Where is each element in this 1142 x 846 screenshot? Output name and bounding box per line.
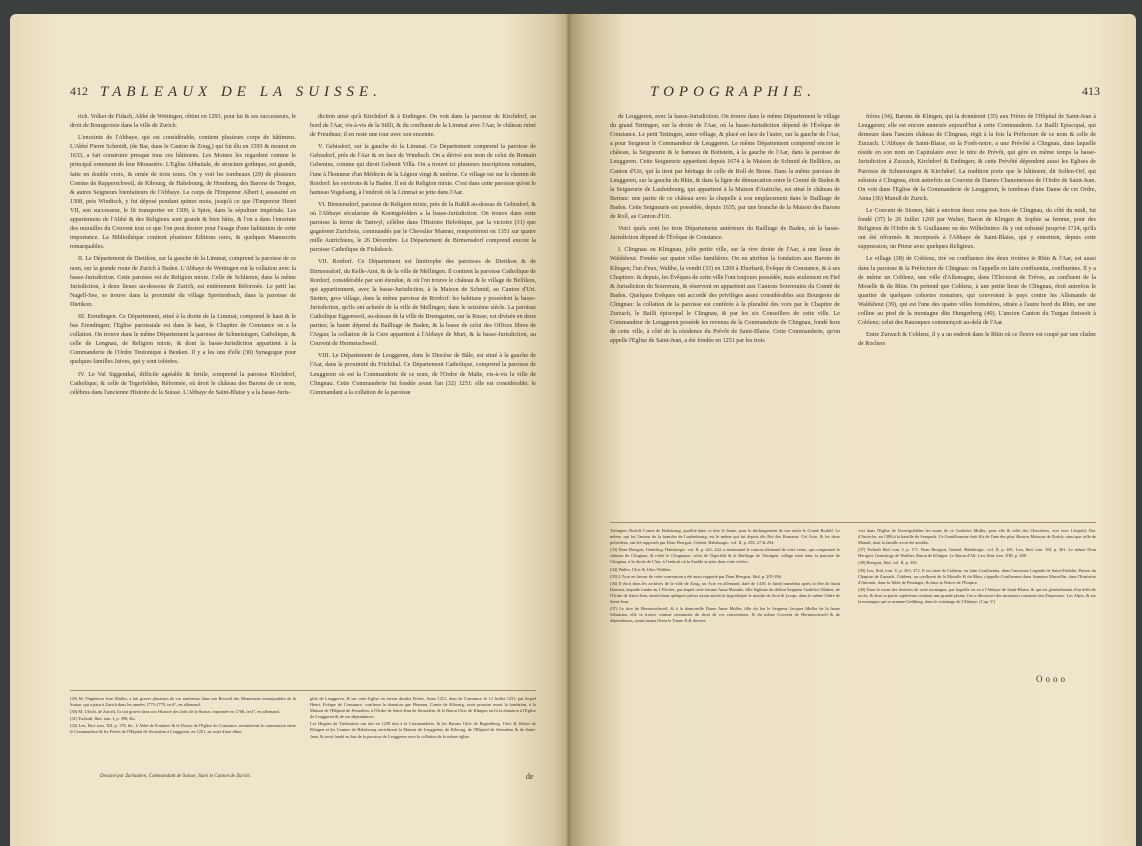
- paragraph: V. Gebisdorf, sur la gauche de la Limmat. Ce Département comprend la paroisse de Gebisdorf, près de l'Aar & en face de Windisch. On a dérivé son nom de celui du Romain Gebenius, comme qui diroit Gebenii Villa. On a trouvé ici plusieurs inscriptions romaines, l'une à l'honneur d'un Médecin de la Légion vingt & unième. Ce village est sur le chemin de Rordorf: les environs & la Baden. Il est de Religion mixte. C'est dans cette paroisse qu'est le hameau Vogelsang, à l'endroit où la Limmat se jette dans l'Aar.: [310, 144, 536, 196]
- paragraph: VI. Birmensdorf, paroisse de Religion mixte, près de la Rußiß au-dessus de Gebisdorf, & où l'Abbaye séculariste de Koenigsfelden a la basse-Jurisdiction. On trouve dans cette paroisse la ferme de Tattwyl, célèbre dans l'Histoire Helvétique, par la victoire (31) que gagnèrent Zurichois, commandés par le Chevalier Manner, remportèrent en 1351 sur quatre mille Autrichiens, le 26 Décembre. Le Département de Birmensdorf comprend encore la paroisse Catholique de Fislisbach.: [310, 201, 536, 254]
- footnote: (32) Leu, Ibid. tom. XII, p. 178, &c. L'Abbé de Fonderic & le Doyen de l'Eglise de Constance, terminèrent la contestation entre le Commandeur & les Frères de l'Hôpital de Jérusalem à Leuggeren, en 1251, au sujet d'une dîme.: [70, 723, 296, 735]
- paragraph: diction ainsi qu'à Kirchdorf & à Endingen. On voit dans la paroisse de Kirchdorf, au bord de l'Aar, vis-à-vis de la Stilli, & du confluent de la Limmat avec l'Aar, le château ruiné de Freudnau; il en reste une tour avec son enceinte.: [310, 114, 536, 139]
- right-page-number: 413: [1082, 84, 1100, 98]
- paragraph: rich. Volker de Fidach, Abbé de Wettingen, obtint en 1293, pour lui & ses successeurs, le droit de Bourgeoisie dans la ville de Zurich.: [70, 114, 296, 130]
- left-running-header: TABLEAUX DE LA SUISSE.: [100, 84, 382, 100]
- footnote: (37) Le titre de Hermetschweil, & à la demoiselle Dame Anne Muller, fille du feu le Seigneur Jacques Muller de la haute Sebastian, elle se trouve comme renommée du droit de ces conventions, & du même Couvent de Hermetschweil & de dépendances, ayant tenant Otton le Tonne II & dernier.: [610, 606, 840, 624]
- left-footnotes-2: [310, 696, 536, 766]
- paragraph: de Leuggeren, avec la basse-Jurisdiction. On trouve dans le même Département le village du grand Tettingen, sur la droite de l'Aar, où la basse-Jurisdiction dépend de l'Évêque de Constance. Le petit Tettingen, autre village, & placé en face de l'autre, sur la gauche de l'Aar, a pour Seigneur le Commandeur de Leuggeren. Le même Département comprend encore le château, la Seigneurie & le hameau de Bottstein, à la gauche de l'Aar, dans la paroisse de Leuggeren. Cette Seigneurie appartient depuis 1674 à la Maison de Schmid de Bellikon, au Canton d'Uri, qui la tient par héritage de celle de Roll de Berne. Dans la même paroisse de Leuggeren, sur la gauche du Rhin, & dans la ligne de démarcation entre le Comté de Baden & la Seigneurie de Laufenbourg, qui appartient à la Maison d'Autriche, est situé le château de Bernau: une partie de ce château avec la chapelle à son emplacement dans le Bailliage de Baden. Cette Seigneurie est possédée, depuis 1635, par une branche de la Maison des Barons de Roll, au Canton d'Uri.: [610, 114, 840, 221]
- footnote: (39) Leu, Ibid. tom. V, p. 363, 372. Il est situé de Coblenz, en latin Confluentia, dans l'ancienne Légende de Saint-Fridolin, Patron du Chapitre de Zurzach. Coblenz, au confluent de la Moselle & du Rhin, s'appelle Confluentes dans Ammien Marcellin, dans l'Itinéraire d'Antonin, dans la Table de Peutinger, & dans la Notice de l'Empire.: [858, 567, 1096, 585]
- paragraph: frères (34), Barons de Klingen, qui la donnèrent (35) aux Frères de l'Hôpital de Saint-Jean à Leuggeren; elle est encore annexée aujourd'hui à cette Commanderie. Le Bailli Episcopal, qui demeure dans l'ancien château de Clingnau, régit à la fois la Préfecture de ce nom & celle de Zurzach. L'Abbaye de Saint-Blaise, en la Forêt-noire, a une Prévôté à Clingnau, dans laquelle réside en son nom un Capitulaire avec le titre de Prévôt, qui gère en même temps la basse-Jurisdiction à Zurzach, Kirchdorf & Endingen; & cette Prévôté dépendent aussi les Eglises de Paroisse de Schneisingen & Kirchdorf. La tradition porte que le bâtiment, dit Sollen-Orf, qui subsiste à Clingnau, étoit autrefois un Couvent de Dames Chanoinesses de l'Ordre de Saint-Jean. On voit dans l'Eglise de la Commanderie de Leuggeren, le tombeau d'une Dame de cet Ordre, Anna (36) Manuß de Zurich.: [858, 114, 1096, 202]
- right-column-2: [858, 113, 1096, 515]
- paragraph: VIII. Le Département de Leuggeren, dans le Diocèse de Bâle, est situé à la gauche de l'Aar, dans la proximité du Frickthal. Ce Département Catholique, comprend la paroisse de Leuggeren où est la Commanderie de ce nom, de l'Ordre de Malte, vis-à-vis la ville de Clingnau. Cette Commanderie fut fondée avant l'an (32) 1251: elle est considérable; le Commandant a la collation de la paroisse: [310, 353, 536, 396]
- footnote: (31) Tschudi, Ibid. tom. I, p. 398, &c.: [70, 716, 136, 722]
- footnote: (34) Walter, Ulric & Ulric-Walther.: [610, 566, 672, 572]
- footnote-divider: [610, 522, 1096, 523]
- paragraph: VII. Rordorf. Ce Département est limitrophe des paroisses de Dietikon & de Birmensdorf, du Kelle-Amt, & de la ville de Mellingen. Il contient la paroisse Catholique de Rordorf, considérable par son étendue, & où l'on trouve le château & le village de Bellikon, qui appartiennent, avec la basse-Jurisdiction, à la Maison de Schmid, au Canton d'Uri. Stetten, gros village, dans la même paroisse de Rordorf: les habitans y possèdent la basse-Jurisdiction, qu'ils ont achetée de la ville de Mellingen, dans le seizième siècle. La paroisse Catholique Eggenweil, au-dessus de la ville de Bremgarten, sur la Russe, est divisée en deux parties; la haute dépend du Bailliage de Baden, & la basse de celui des Offices libres de l'Argau; la collation de la Cure appartient à l'Abbaye de Muri, & la basse-Jurisdiction, au Couvent de Hermetschweil.: [310, 259, 536, 348]
- footnote: (29) M. l'Ingénieur Jean Muller, a fait graver plusieurs de ces tombeaux dans son Recueil des Monumens remarquables de la Suisse, qui a paru à Zurich dans les années 1773-1779, in-4°, en allemand.: [70, 696, 296, 708]
- footnote: (40) Dans le mont des héritiers de cette montagne, par laquelle on va à l'Abbaye de Saint-Blaise, & qui est généralement d'un difficile accès, & dont sa partie supérieure contient une grande plaine, l'on a découvert des monnoies romaines des Empereurs. Les Alpes, & sur la montagne qui se nomme Geißberg, dans le voisinage de l'Abbaye. (Cap. V.): [858, 586, 1096, 605]
- footnote: (36) Il étoit dans les archives de la ville de Zoug, un Acte en allemand, daté de 1410, le lundi immédiat après la fête de Saint Damien, laquelle tombe au 1 Février, par lequel cette femme Anna Manuße, fille légitime du défunt Seigneur Godefroi Mulner, de l'Ordre de Saint-Jean, entreficient quelques pièces ayant autrefois hypothéqué le moulin de Sion & Loups, dans le même Ordre de Saint-Jean.: [610, 580, 840, 605]
- footnote: (38) Herrgott, Ibid. vol. II, p. 356.: [858, 560, 918, 566]
- paragraph: I. Clingnau ou Klingnau, jolie petite ville, sur la rive droite de l'Aar, à une lieue de Waldshout. Fondée sur quatre villas familières. On en attribue la fondation aux Barons de Klingen; l'un d'eux, Walthe, la vendit (33) en 1269 à Eberhard, Évêque de Constance, & à ses Chapitres: & depuis, les Évêques de cette ville l'ont toujours possédée, mais seulement en Fief & Jurisdiction du Souverain, & réservent en appartient aux Cantons Souverains du Comté de Baden. Quelques Evêques ont accordé des privilèges assez considérables aux Bourgeois de Clingnau: la collation de la paroisse est conférée à la pluralité des voix par le Chapitre de Zurzach, le Bailli épiscopal le Clingnau, & par les six Conseillers de cette ville. Le Commandeur de Leuggeren possède les revenus de la Commanderie de Clingnau, fondé hors de cette ville, à côté de la résidence du Prévôt de Saint-Blaise. Cette Commanderie, qu'on appelle l'Eglise de Saint-Jean, a été fondée en 1251 par les trois: [610, 247, 840, 345]
- paragraph: II. Le Département de Dietikon, sur la gauche de la Limmat, comprend la paroisse de ce nom, sur la grande route de Zurich à Baden. L'Abbaye de Wettingen eut la collation avec la basse-Jurisdiction. Cette paroisse est de Religion mixte. Celle de Schlieren, dans la même Jurisdiction, à deux lieues au-dessous de Zurich, est entièrement Réformée. Le petit lac Nagell-See, se trouve dans la proximité du village Spreitenbach, dans la paroisse de Dietikon.: [70, 256, 296, 308]
- paragraph: IV. Le Val Siggenthal, difficile agréable & fertile, comprend la paroisse Kirchdorf, Catholique, & celle de Tegerfelden, Réformée, où droit le château des Barons de ce nom, célèbres dans l'ancienne Histoire de la Suisse. L'Abbaye de Saint-Blaise y a la basse-Juris-: [70, 371, 296, 396]
- left-column-2: [310, 113, 536, 683]
- printer-signature: Dessiné par Zurlauben, Commandant de Suisse; Suivi le Canton de Zurich.: [100, 774, 251, 779]
- left-footnotes-1: [70, 696, 296, 846]
- footnote: (35) L'Acte en faveur de cette convention a été aussi rapporté par Dom Herrgott, Ibid. p. 295-296.: [610, 573, 782, 579]
- footnote-divider: [70, 690, 536, 691]
- paragraph: Voici quels sont les trois Départemens antérieurs du Bailliage de Baden, où la basse-Jurisdiction dépend de l'Évêque de Constance.: [610, 226, 840, 242]
- right-page: [570, 14, 1136, 846]
- signature-mark: Oooo: [1036, 674, 1068, 684]
- footnote: (30) M. Ulrich, de Zurich, l'a fait graver dans son Histoire des Juifs de la Suisse, imprimée en 1768, in-4°, en allemand.: [70, 709, 280, 715]
- paragraph: III. Erendingen. Ce Département, situé à la droite de la Limmat, comprend le haut & le bas Erendingen; l'Eglise paroissiale est dans le haut, le Chapitre de Constance en a la collation. On trouve dans le même Département la paroisse de Schneisingen, Catholique, & celle de Lengnau, de Religion mixte, & dont la basse-Jurisdiction appartient à la Commanderie de l'Ordre Teutonique à Beuken. Il y a les uns d'elle (30) Synagogue pour quelques familles Juives, qui y sont tolérées.: [70, 313, 296, 366]
- footnote: (33) Dom Herrgott, Généalog. Habsburgic. vol. II, p. 421, 422, a mentionné le contrat allemand de cette vente, qui comprenoit le château de Clingnau, & relief le Clingnauer, celui de Tegerfeld & le Bailliage de Tettingen, village situé dans la paroisse de Clingnau, à la droite de l'Aar, à l'endroit où la Suelde se jette dans cette rivière.: [610, 547, 840, 565]
- right-running-header: TOPOGRAPHIE.: [650, 84, 816, 100]
- paragraph: Le Couvent de Sionen, bâti à environ deux cens pas hors de Clingnau, du côté du midi, fut fondé (37) le 26 Juillet 1269 par Walter, Baron de Klingen & Sophie sa femme, pour des Religieux de l'Ordre de S. Guillaume ou des Wilhelmites: ils y ont subsisté jusqu'en 1724, qu'ils ont été réformés & incorporés à l'Abbaye de Saint-Blaise, qui y entretient, depuis cette suppression, un Prieur avec quelques Religieux.: [858, 207, 1096, 251]
- footnote: voir dans l'Eglise de Koenigsfelden les noms de ce Godefroi Muller; pour elle & celle des Chevaliers, voir avec Léopold, Duc d'Autriche, en 1386 à la bataille de Sempach. Ce Gentilhomme étoit fils de l'une des plus illustres Maisons de Zurich, ainsi que celle de Manuß, dont la famille avoit été anoblie.: [858, 528, 1096, 546]
- left-page: [10, 14, 570, 846]
- footnote: Tettingen; Rodolf Comte de Habsbourg, qualifié dans ce titre le Jeune, pour le déchargement de son oncle le Comte Rodolf. Le même, qui fut l'auteur de la branche de Laufenbourg, est le même qui fut depuis élu Roi des Romains. Cet Acte, & les deux précédens, ont été rapportés par Dom Herrgott, Généal. Habsburgic. vol. II, p. 258, 27 & 294.: [610, 528, 840, 546]
- paragraph: Entre Zurzach & Coblenz, il y a un endroit dans le Rhin où ce fleuve est coupé par une chaîne de Rochers: [858, 332, 1096, 348]
- catchword: de: [526, 772, 534, 781]
- footnote: Les Hugues de Tiefenstein ont fait en 1239 don à la Commanderie, & les Barons Ulric de Regenſberg, Ulric & Walter de Klingen et les Comtes de Habsbourg enrichirent la Maison de Leuggeren; de Kibourg, de l'Hôpital de Jérusalem & de Saint-Jean, & avoit fondé au bas de la paroisse de Leuggeren avec la collation de la même église.: [310, 721, 536, 739]
- paragraph: Le village (38) de Coblenz, tiré ou confluence des deux rivières le Rhin & l'Aar, est aussi dans la paroisse & la Préfecture de Clingnau: on l'appelle en latin confluentia, confluentes. Il y a de même un Coblenz, une ville d'Allemagne, dans l'Electorat de Trèves, au confluent de la Moselle & du Rhin. On prétend que Coblenz, à une petite lieue de Clingnau, étoit autrefois le quartier de quelques cohortes romaines, qui couvroient le pays contre les Allemands de Waldshout (39), qui est l'une des quatre villes forestières, située à l'autre bord du Rhin, sur une colline au pied de la montagne dite Hungerberg (40). L'ancien Canton du Turgau finissoit à Coblenz; celui des Rauraques commençoit au-delà de l'Aar.: [858, 256, 1096, 327]
- right-footnotes-2: [858, 528, 1096, 668]
- left-column-1: [70, 113, 296, 683]
- footnote: gliſe de Leuggeren, & sur cette Eglise en faveur desdits Frères. Anno 1251, dont de Constance le 12 Juillet 1251, par lequel Henri, Evêque de Constance, confirme la donation que Herman, Comte de Kibourg, avoit promise avant la fondation, à la Maison de l'Hôpital de Jérusalem, à l'Ordre de Saint-Jean de Jérusalem, & le Baron Ulric de Klingen en fit la donation à l'Eglise de Leuggeren & de ses dépendances.: [310, 696, 536, 720]
- left-page-number: 412: [70, 84, 88, 98]
- paragraph: L'enceinte de l'Abbaye, qui est considérable, contient plusieurs corps de bâtimens. L'Abbé Pierre Schmidt, (de Bar, dans le Canton de Zoug,) qui fut élu en 1593 & mourut en 1633, a fait construire presque tous ces bâtimens. Les Moines les regardent comme le principal ornement de leur Monastère. L'Eglise Abbatiale, de structure gothique, est grande, faite en double croix, & ornée de trois tours. On y voit les tombeaux (29) de plusieurs Comtes de Rapperschweil, de Kibourg, de Habsbourg, de Homburg, des Barons de Tengen, & autres Seigneurs bienfaiteurs de l'Abbaye. Le corps de l'Empereur Albert I, assassiné en 1308, près Windisch, y fut déposé pendant quinze mois, jusqu'à ce que l'Empereur Henri VII, son successeur, le fit transporter en 1309, à Spire, dans la sépulture impériale. Les appartemens de l'Abbé & des Religieux sont grands & bien bâtis, & l'on a dans l'enceinte des murailles du Couvent tout ce que l'on peut desirer pour l'usage d'une habitation de cette importance. La Bibliothèque contient plusieurs Editions rares, & quelques Manuscrits remarquables.: [70, 135, 296, 251]
- footnote: (37) Tschudi Ibid. tom. I, p. 171. Dom Herrgott, Généal. Habsburgic. vol. II, p. 401. Leu, Ibid. tom. XII, p. 301. Le même Dom Herrgott, Genealogy de Walther, Baron de Klingen. Le Baron d'Alt. Leu, Ibid. tom. XIII, p. 308.: [858, 547, 1096, 559]
- right-footnotes-1: [610, 528, 840, 800]
- right-column-1: [610, 113, 840, 515]
